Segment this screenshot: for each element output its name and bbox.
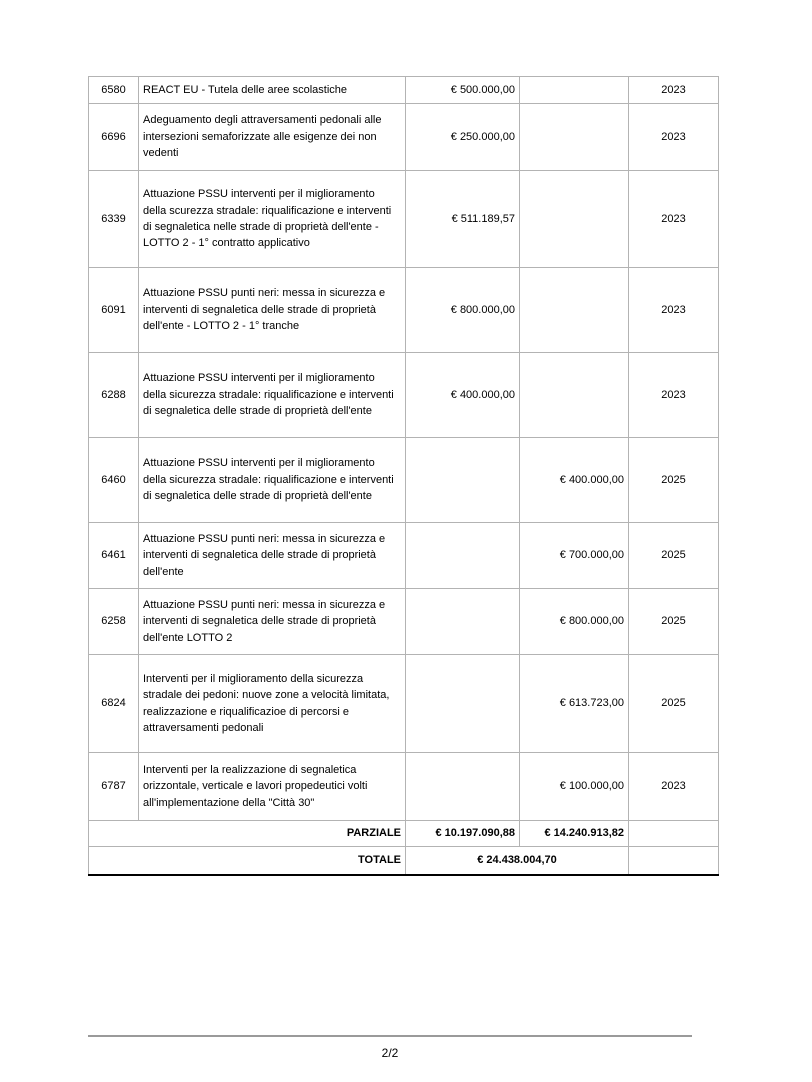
row-id: 6580 — [89, 77, 139, 104]
row-id: 6288 — [89, 353, 139, 438]
page-number: 2/2 — [381, 1046, 399, 1060]
row-year: 2023 — [629, 753, 719, 821]
row-amount-col2: € 613.723,00 — [520, 655, 629, 753]
row-year: 2025 — [629, 655, 719, 753]
row-amount-col1: € 400.000,00 — [406, 353, 520, 438]
row-amount-col1: € 250.000,00 — [406, 104, 520, 171]
row-id: 6461 — [89, 523, 139, 589]
row-year: 2025 — [629, 523, 719, 589]
total-label: TOTALE — [89, 847, 406, 875]
total-year-empty — [629, 847, 719, 875]
footer-divider-line — [88, 1035, 692, 1037]
row-description: Attuazione PSSU punti neri: messa in sicurezza e interventi di segnaletica delle strade di proprietà dell'ente LOTTO 2 — [139, 589, 406, 655]
row-description: Interventi per il miglioramento della sicurezza stradale dei pedoni: nuove zone a velocità limitata, realizzazione e riqualificazioe di percorsi e attraversamenti pedonali — [139, 655, 406, 753]
partial-label: PARZIALE — [89, 821, 406, 847]
row-amount-col1 — [406, 655, 520, 753]
row-description: Attuazione PSSU interventi per il miglioramento della scurezza stradale: riqualificazione e interventi di segnaletica nelle strade di proprietà dell'ente - LOTTO 2 - 1° contratto applicativo — [139, 171, 406, 268]
row-amount-col2: € 700.000,00 — [520, 523, 629, 589]
row-description: Adeguamento degli attraversamenti pedonali alle intersezioni semaforizzate alle esigenze dei non vedenti — [139, 104, 406, 171]
row-description: Attuazione PSSU punti neri: messa in sicurezza e interventi di segnaletica delle strade di proprietà dell'ente - LOTTO 2 - 1° tranche — [139, 268, 406, 353]
row-amount-col2 — [520, 104, 629, 171]
row-id: 6339 — [89, 171, 139, 268]
row-year: 2023 — [629, 171, 719, 268]
table-row — [89, 104, 719, 171]
partial-year-empty — [629, 821, 719, 847]
row-amount-col2 — [520, 268, 629, 353]
row-amount-col1 — [406, 438, 520, 523]
row-description: Interventi per la realizzazione di segnaletica orizzontale, verticale e lavori propedeutici volti all'implementazione della "Città 30" — [139, 753, 406, 821]
row-year: 2023 — [629, 268, 719, 353]
total-amount: € 24.438.004,70 — [406, 847, 629, 875]
table-row — [89, 753, 719, 821]
row-year: 2025 — [629, 589, 719, 655]
row-year: 2023 — [629, 353, 719, 438]
row-id: 6787 — [89, 753, 139, 821]
row-description: Attuazione PSSU punti neri: messa in sicurezza e interventi di segnaletica delle strade di proprietà dell'ente — [139, 523, 406, 589]
row-amount-col1: € 800.000,00 — [406, 268, 520, 353]
row-amount-col2: € 400.000,00 — [520, 438, 629, 523]
partial-amount-col1: € 10.197.090,88 — [406, 821, 520, 847]
row-amount-col1 — [406, 753, 520, 821]
row-amount-col2 — [520, 77, 629, 104]
row-id: 6696 — [89, 104, 139, 171]
row-id: 6258 — [89, 589, 139, 655]
row-amount-col2 — [520, 353, 629, 438]
partial-amount-col2: € 14.240.913,82 — [520, 821, 629, 847]
table-row — [89, 77, 719, 104]
row-id: 6824 — [89, 655, 139, 753]
interventions-table — [88, 76, 719, 876]
table-row — [89, 171, 719, 268]
row-amount-col1 — [406, 589, 520, 655]
row-id: 6091 — [89, 268, 139, 353]
row-amount-col2: € 800.000,00 — [520, 589, 629, 655]
row-year: 2025 — [629, 438, 719, 523]
row-amount-col1: € 511.189,57 — [406, 171, 520, 268]
row-year: 2023 — [629, 104, 719, 171]
row-amount-col2 — [520, 171, 629, 268]
table-row — [89, 589, 719, 655]
table-row — [89, 268, 719, 353]
page-footer — [88, 1035, 692, 1060]
row-id: 6460 — [89, 438, 139, 523]
total-row — [89, 847, 719, 875]
row-description: REACT EU - Tutela delle aree scolastiche — [139, 77, 406, 104]
table-row — [89, 655, 719, 753]
table-row — [89, 353, 719, 438]
row-year: 2023 — [629, 77, 719, 104]
table-body — [89, 77, 719, 875]
table-row — [89, 523, 719, 589]
partial-row — [89, 821, 719, 847]
row-description: Attuazione PSSU interventi per il miglioramento della sicurezza stradale: riqualificazione e interventi di segnaletica delle strade di proprietà dell'ente — [139, 353, 406, 438]
row-amount-col1: € 500.000,00 — [406, 77, 520, 104]
row-amount-col1 — [406, 523, 520, 589]
table-row — [89, 438, 719, 523]
row-amount-col2: € 100.000,00 — [520, 753, 629, 821]
row-description: Attuazione PSSU interventi per il miglioramento della sicurezza stradale: riqualificazione e interventi di segnaletica delle strade di proprietà dell'ente — [139, 438, 406, 523]
